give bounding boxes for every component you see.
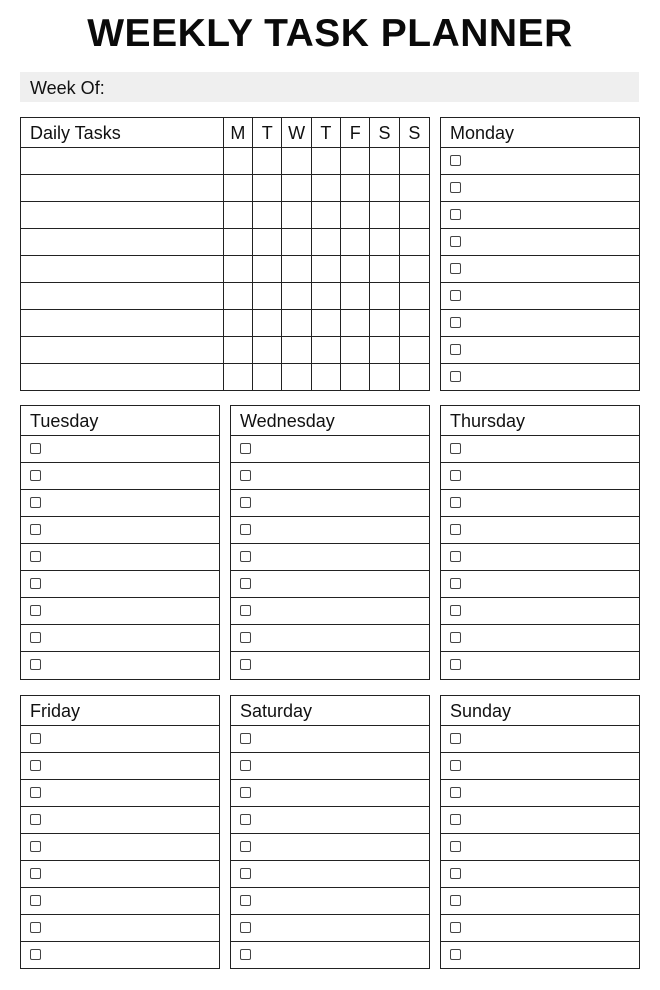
task-row[interactable]: [21, 517, 219, 544]
task-row[interactable]: [441, 490, 639, 517]
task-row[interactable]: [21, 942, 219, 969]
daily-task-day-cell[interactable]: [282, 202, 311, 228]
day-title: Thursday: [441, 406, 639, 436]
checkbox[interactable]: [450, 841, 461, 852]
daily-task-day-cell[interactable]: [282, 310, 311, 336]
daily-tasks-header-cell: [21, 118, 224, 147]
task-row[interactable]: [231, 571, 429, 598]
checkbox[interactable]: [450, 236, 461, 247]
daily-task-row: [21, 202, 429, 229]
checkbox[interactable]: [240, 551, 251, 562]
task-row[interactable]: [231, 834, 429, 861]
daily-task-entry[interactable]: [21, 256, 224, 282]
task-row[interactable]: [21, 807, 219, 834]
daily-task-day-cell[interactable]: [282, 148, 311, 174]
checkbox[interactable]: [30, 760, 41, 771]
daily-task-row: [21, 364, 429, 391]
task-row[interactable]: [231, 652, 429, 679]
day-column-header: S: [408, 123, 421, 143]
daily-task-day-cell[interactable]: [253, 175, 282, 201]
daily-task-entry[interactable]: [21, 310, 224, 336]
task-row[interactable]: [441, 942, 639, 969]
daily-task-day-cell[interactable]: [341, 310, 370, 336]
daily-task-day-cell[interactable]: [370, 175, 399, 201]
checkbox[interactable]: [450, 524, 461, 535]
daily-tasks-grid: [20, 117, 430, 391]
task-row[interactable]: [21, 861, 219, 888]
daily-task-day-cell[interactable]: [370, 202, 399, 228]
day-box-friday: [20, 695, 220, 969]
checkbox[interactable]: [240, 787, 251, 798]
daily-task-day-cell[interactable]: [224, 283, 253, 309]
daily-task-day-cell[interactable]: [224, 310, 253, 336]
daily-task-day-cell[interactable]: [282, 256, 311, 282]
checkbox[interactable]: [240, 814, 251, 825]
checkbox[interactable]: [30, 895, 41, 906]
checkbox[interactable]: [240, 524, 251, 535]
checkbox[interactable]: [240, 578, 251, 589]
day-title: Sunday: [441, 696, 639, 726]
task-row[interactable]: [231, 753, 429, 780]
checkbox[interactable]: [30, 841, 41, 852]
checkbox[interactable]: [450, 659, 461, 670]
daily-task-day-cell[interactable]: [370, 337, 399, 363]
daily-task-day-cell[interactable]: [341, 148, 370, 174]
daily-task-day-cell[interactable]: [370, 256, 399, 282]
day-column-header: M: [224, 118, 253, 147]
daily-task-day-cell[interactable]: [400, 337, 429, 363]
task-row[interactable]: [441, 571, 639, 598]
daily-task-day-cell[interactable]: [370, 364, 399, 391]
checkbox[interactable]: [450, 344, 461, 355]
task-row[interactable]: [21, 598, 219, 625]
task-row[interactable]: [441, 544, 639, 571]
checkbox[interactable]: [450, 551, 461, 562]
task-row[interactable]: [231, 807, 429, 834]
checkbox[interactable]: [30, 868, 41, 879]
task-row[interactable]: [441, 436, 639, 463]
task-row[interactable]: [441, 753, 639, 780]
checkbox[interactable]: [240, 949, 251, 960]
daily-task-row: [21, 283, 429, 310]
task-row[interactable]: [21, 753, 219, 780]
task-row[interactable]: [441, 175, 639, 202]
daily-task-entry[interactable]: [21, 175, 224, 201]
task-row[interactable]: [441, 625, 639, 652]
task-row[interactable]: [441, 888, 639, 915]
daily-task-day-cell[interactable]: [312, 364, 341, 391]
checkbox[interactable]: [30, 470, 41, 481]
daily-task-day-cell[interactable]: [224, 364, 253, 391]
checkbox[interactable]: [30, 787, 41, 798]
task-row[interactable]: [231, 625, 429, 652]
daily-task-day-cell[interactable]: [370, 310, 399, 336]
checkbox[interactable]: [30, 443, 41, 454]
task-row[interactable]: [441, 780, 639, 807]
checkbox[interactable]: [240, 760, 251, 771]
checkbox[interactable]: [30, 733, 41, 744]
task-row[interactable]: [21, 571, 219, 598]
checkbox[interactable]: [240, 632, 251, 643]
checkbox[interactable]: [450, 182, 461, 193]
week-of-label: Week Of:: [30, 78, 105, 98]
daily-task-entry[interactable]: [21, 229, 224, 255]
daily-task-day-cell[interactable]: [224, 202, 253, 228]
task-row[interactable]: [441, 148, 639, 175]
daily-task-day-cell[interactable]: [312, 310, 341, 336]
day-column-header: T: [253, 118, 282, 147]
daily-task-day-cell[interactable]: [224, 175, 253, 201]
checkbox[interactable]: [450, 209, 461, 220]
daily-tasks-label: Daily Tasks: [30, 123, 121, 143]
task-row[interactable]: [21, 625, 219, 652]
daily-task-day-cell[interactable]: [253, 310, 282, 336]
task-row[interactable]: [231, 726, 429, 753]
task-row[interactable]: [231, 942, 429, 969]
page-title: WEEKLY TASK PLANNER: [87, 12, 573, 55]
checkbox[interactable]: [450, 922, 461, 933]
task-row[interactable]: [231, 490, 429, 517]
day-title: Monday: [441, 118, 639, 148]
task-row[interactable]: [21, 888, 219, 915]
daily-task-day-cell[interactable]: [282, 337, 311, 363]
daily-task-entry[interactable]: [21, 202, 224, 228]
checkbox[interactable]: [30, 632, 41, 643]
day-title: Wednesday: [231, 406, 429, 436]
daily-task-day-cell[interactable]: [312, 148, 341, 174]
daily-task-day-cell[interactable]: [312, 337, 341, 363]
daily-task-day-cell[interactable]: [224, 337, 253, 363]
checkbox[interactable]: [450, 760, 461, 771]
daily-task-day-cell[interactable]: [400, 202, 429, 228]
task-row[interactable]: [441, 726, 639, 753]
task-row[interactable]: [231, 915, 429, 942]
checkbox[interactable]: [450, 868, 461, 879]
daily-task-day-cell[interactable]: [282, 175, 311, 201]
daily-task-row: [21, 175, 429, 202]
daily-task-row: [21, 148, 429, 175]
checkbox[interactable]: [240, 470, 251, 481]
daily-task-day-cell[interactable]: [224, 229, 253, 255]
checkbox[interactable]: [30, 497, 41, 508]
checkbox[interactable]: [450, 317, 461, 328]
task-row[interactable]: [441, 652, 639, 679]
checkbox[interactable]: [240, 922, 251, 933]
daily-task-day-cell[interactable]: [253, 256, 282, 282]
daily-task-day-cell[interactable]: [341, 364, 370, 391]
daily-task-day-cell[interactable]: [370, 283, 399, 309]
task-row[interactable]: [231, 436, 429, 463]
daily-task-day-cell[interactable]: [312, 256, 341, 282]
checkbox[interactable]: [240, 733, 251, 744]
daily-task-entry[interactable]: [21, 283, 224, 309]
day-box-thursday: [440, 405, 640, 680]
daily-task-day-cell[interactable]: [312, 175, 341, 201]
checkbox[interactable]: [450, 263, 461, 274]
checkbox[interactable]: [450, 470, 461, 481]
daily-task-day-cell[interactable]: [253, 283, 282, 309]
day-column-header: F: [341, 118, 370, 147]
task-row[interactable]: [441, 915, 639, 942]
checkbox[interactable]: [240, 443, 251, 454]
day-title: Friday: [21, 696, 219, 726]
day-column-header: T: [312, 118, 341, 147]
checkbox[interactable]: [240, 895, 251, 906]
task-row[interactable]: [441, 364, 639, 391]
checkbox[interactable]: [450, 443, 461, 454]
daily-task-day-cell[interactable]: [224, 148, 253, 174]
checkbox[interactable]: [30, 814, 41, 825]
day-box-monday: [440, 117, 640, 391]
daily-task-day-cell[interactable]: [341, 256, 370, 282]
daily-task-day-cell[interactable]: [253, 202, 282, 228]
daily-task-day-cell[interactable]: [370, 229, 399, 255]
task-row[interactable]: [21, 726, 219, 753]
task-row[interactable]: [441, 807, 639, 834]
daily-task-day-cell[interactable]: [341, 229, 370, 255]
checkbox[interactable]: [30, 949, 41, 960]
checkbox[interactable]: [30, 605, 41, 616]
checkbox[interactable]: [450, 497, 461, 508]
task-row[interactable]: [21, 834, 219, 861]
day-title: Saturday: [231, 696, 429, 726]
task-row[interactable]: [231, 463, 429, 490]
daily-task-day-cell[interactable]: [400, 364, 429, 391]
day-column-header: S: [370, 118, 399, 147]
daily-task-day-cell[interactable]: [341, 202, 370, 228]
day-title: Tuesday: [21, 406, 219, 436]
task-row[interactable]: [441, 310, 639, 337]
daily-task-day-cell[interactable]: [312, 283, 341, 309]
checkbox[interactable]: [240, 868, 251, 879]
task-row[interactable]: [441, 861, 639, 888]
checkbox[interactable]: [30, 524, 41, 535]
checkbox[interactable]: [450, 895, 461, 906]
checkbox[interactable]: [30, 922, 41, 933]
daily-task-day-cell[interactable]: [282, 283, 311, 309]
task-row[interactable]: [441, 463, 639, 490]
checkbox[interactable]: [450, 949, 461, 960]
task-row[interactable]: [21, 652, 219, 679]
task-row[interactable]: [231, 598, 429, 625]
checkbox[interactable]: [450, 578, 461, 589]
daily-task-day-cell[interactable]: [341, 283, 370, 309]
daily-task-day-cell[interactable]: [400, 310, 429, 336]
daily-task-day-cell[interactable]: [370, 148, 399, 174]
task-row[interactable]: [231, 888, 429, 915]
daily-task-day-cell[interactable]: [341, 175, 370, 201]
daily-task-row: [21, 256, 429, 283]
daily-task-day-cell[interactable]: [253, 148, 282, 174]
daily-task-day-cell[interactable]: [341, 337, 370, 363]
checkbox[interactable]: [450, 605, 461, 616]
daily-task-day-cell[interactable]: [312, 202, 341, 228]
task-row[interactable]: [21, 463, 219, 490]
task-row[interactable]: [441, 598, 639, 625]
checkbox[interactable]: [450, 733, 461, 744]
task-row[interactable]: [441, 202, 639, 229]
checkbox[interactable]: [450, 371, 461, 382]
daily-task-row: [21, 310, 429, 337]
daily-task-day-cell[interactable]: [400, 175, 429, 201]
task-row[interactable]: [441, 283, 639, 310]
daily-task-row: [21, 229, 429, 256]
task-row[interactable]: [231, 517, 429, 544]
day-column-header: W: [282, 118, 311, 147]
task-row[interactable]: [441, 337, 639, 364]
daily-task-row: [21, 337, 429, 364]
daily-task-day-cell[interactable]: [253, 229, 282, 255]
task-row[interactable]: [441, 229, 639, 256]
checkbox[interactable]: [450, 814, 461, 825]
checkbox[interactable]: [30, 551, 41, 562]
day-box-tuesday: [20, 405, 220, 680]
daily-task-day-cell[interactable]: [400, 256, 429, 282]
daily-task-day-cell[interactable]: [282, 229, 311, 255]
daily-task-day-cell[interactable]: [400, 229, 429, 255]
daily-task-entry[interactable]: [21, 148, 224, 174]
daily-tasks-header: [21, 118, 429, 148]
daily-task-entry[interactable]: [21, 337, 224, 363]
checkbox[interactable]: [240, 605, 251, 616]
task-row[interactable]: [231, 544, 429, 571]
daily-task-day-cell[interactable]: [282, 364, 311, 391]
day-box-wednesday: [230, 405, 430, 680]
task-row[interactable]: [441, 517, 639, 544]
daily-task-day-cell[interactable]: [253, 337, 282, 363]
task-row[interactable]: [441, 256, 639, 283]
task-row[interactable]: [21, 780, 219, 807]
daily-task-day-cell[interactable]: [312, 229, 341, 255]
task-row[interactable]: [21, 544, 219, 571]
checkbox[interactable]: [450, 632, 461, 643]
task-row[interactable]: [21, 490, 219, 517]
daily-task-entry[interactable]: [21, 364, 224, 391]
daily-task-day-cell[interactable]: [400, 283, 429, 309]
checkbox[interactable]: [450, 290, 461, 301]
checkbox[interactable]: [30, 659, 41, 670]
checkbox[interactable]: [240, 841, 251, 852]
daily-task-day-cell[interactable]: [224, 256, 253, 282]
day-box-saturday: [230, 695, 430, 969]
task-row[interactable]: [231, 861, 429, 888]
daily-task-day-cell[interactable]: [253, 364, 282, 391]
task-row[interactable]: [21, 436, 219, 463]
checkbox[interactable]: [240, 497, 251, 508]
task-row[interactable]: [21, 915, 219, 942]
checkbox[interactable]: [240, 659, 251, 670]
daily-task-day-cell[interactable]: [400, 148, 429, 174]
task-row[interactable]: [441, 834, 639, 861]
week-of-field[interactable]: [20, 72, 639, 102]
checkbox[interactable]: [450, 787, 461, 798]
task-row[interactable]: [231, 780, 429, 807]
checkbox[interactable]: [450, 155, 461, 166]
checkbox[interactable]: [30, 578, 41, 589]
day-box-sunday: [440, 695, 640, 969]
